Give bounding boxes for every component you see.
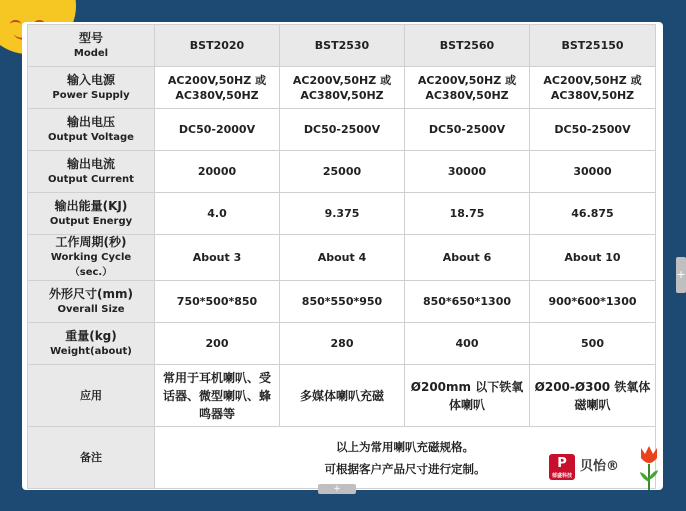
spec-value-cell: 18.75 [405, 193, 530, 235]
model-name: BST2020 [155, 25, 280, 67]
spec-value-cell: DC50-2500V [405, 109, 530, 151]
spec-value-cell: 900*600*1300 [530, 281, 656, 323]
brand-logo [549, 454, 619, 480]
spec-row [28, 151, 656, 193]
remark-line-1: 以上为常用喇叭充磁规格。 [336, 439, 474, 454]
spec-row-header [28, 281, 155, 323]
spec-row [28, 193, 656, 235]
spec-row-label-cn: 重量(kg) [65, 328, 117, 343]
spec-row-header [28, 193, 155, 235]
spec-value-cell: 20000 [155, 151, 280, 193]
spec-value-cell: AC200V,50HZ 或 AC380V,50HZ [155, 67, 280, 109]
application-cell: 多媒体喇叭充磁 [280, 365, 405, 427]
model-name: BST2560 [405, 25, 530, 67]
spec-value-cell: 46.875 [530, 193, 656, 235]
spec-value-cell: 280 [280, 323, 405, 365]
remark-header: 备注 [28, 427, 155, 489]
spec-row-header [28, 151, 155, 193]
spec-panel [22, 22, 686, 490]
spec-value-cell: 30000 [530, 151, 656, 193]
spec-value-cell: 500 [530, 323, 656, 365]
bottom-scroll-handle[interactable]: + [318, 484, 356, 494]
spec-row-label-cn: 外形尺寸(mm) [49, 286, 133, 301]
spec-value-cell: About 10 [530, 235, 656, 281]
brand-logo-icon [549, 454, 575, 480]
spec-row [28, 235, 656, 281]
spec-row-label-en: Output Energy [49, 215, 133, 227]
spec-value-cell: 200 [155, 323, 280, 365]
application-cell: Ø200-Ø300 铁氧体磁喇叭 [530, 365, 656, 427]
brand-logo-subtext: 郁盛科技 [551, 473, 572, 479]
model-name: BST25150 [530, 25, 656, 67]
application-row [28, 365, 656, 427]
spec-row-label-cn: 输出能量(KJ) [54, 198, 128, 213]
tulip-flower-icon [636, 442, 662, 492]
spec-value-cell: About 4 [280, 235, 405, 281]
spec-row-label-en: Overall Size [57, 303, 125, 315]
spec-value-cell: 850*650*1300 [405, 281, 530, 323]
spec-value-cell: 400 [405, 323, 530, 365]
spec-value-cell: 4.0 [155, 193, 280, 235]
application-cell: 常用于耳机喇叭、受话器、微型喇叭、蜂鸣器等 [155, 365, 280, 427]
model-header-cn: 型号 [78, 30, 103, 45]
spec-row-label-en: Working Cycle （sec.） [50, 252, 132, 278]
remark-cell [155, 427, 656, 489]
spec-value-cell: About 6 [405, 235, 530, 281]
remark-line-2: 可根据客户产品尺寸进行定制。 [324, 461, 486, 476]
side-scroll-handle[interactable]: + [676, 257, 686, 293]
spec-row [28, 109, 656, 151]
spec-row-header [28, 109, 155, 151]
model-header [28, 25, 155, 67]
spec-row-header [28, 323, 155, 365]
spec-value-cell: 750*500*850 [155, 281, 280, 323]
spec-value-cell: 850*550*950 [280, 281, 405, 323]
spec-row-header [28, 67, 155, 109]
brand-name: 贝怡® [579, 459, 619, 474]
spec-value-cell: DC50-2000V [155, 109, 280, 151]
spec-value-cell: 25000 [280, 151, 405, 193]
spec-value-cell: DC50-2500V [530, 109, 656, 151]
spec-row [28, 67, 656, 109]
sun-eye-left [10, 20, 21, 28]
spec-value-cell: AC200V,50HZ 或 AC380V,50HZ [530, 67, 656, 109]
application-cell: Ø200mm 以下铁氧体喇叭 [405, 365, 530, 427]
spec-row-label-cn: 输出电压 [66, 114, 115, 129]
brand-logo-char: P [557, 456, 567, 471]
spec-value-cell: About 3 [155, 235, 280, 281]
spec-row-label-en: Output Voltage [48, 131, 134, 143]
spec-row-label-en: Weight(about) [50, 345, 132, 357]
spec-value-cell: DC50-2500V [280, 109, 405, 151]
application-header: 应用 [28, 365, 155, 427]
model-row [28, 25, 656, 67]
spec-row [28, 323, 656, 365]
spec-table [27, 24, 656, 489]
model-name: BST2530 [280, 25, 405, 67]
spec-row-header [28, 235, 155, 281]
spec-row-label-cn: 输出电流 [66, 156, 115, 171]
remark-row [28, 427, 656, 489]
spec-row-label-cn: 输入电源 [66, 72, 115, 87]
spec-value-cell: 9.375 [280, 193, 405, 235]
spec-row-label-en: Power Supply [52, 89, 130, 101]
spec-value-cell: 30000 [405, 151, 530, 193]
spec-row-label-en: Output Current [48, 173, 134, 185]
model-header-en: Model [73, 47, 109, 59]
spec-row-label-cn: 工作周期(秒) [55, 235, 127, 249]
spec-row [28, 281, 656, 323]
spec-value-cell: AC200V,50HZ 或 AC380V,50HZ [405, 67, 530, 109]
spec-value-cell: AC200V,50HZ 或 AC380V,50HZ [280, 67, 405, 109]
